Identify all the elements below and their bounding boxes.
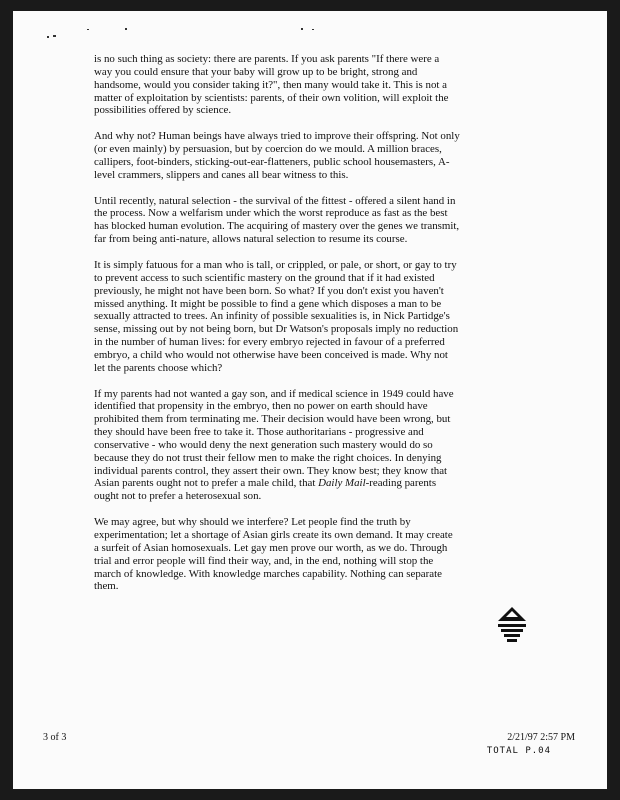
paragraph: And why not? Human beings have always tried to improve their offspring. Not only (or even mainly) by persuasion, but by coercion do we mould. A million braces, callipers, foot-binders, sticking-out-ear-flatteners, public school housemasters, A-level crammers, slippers and canes all bear witness to this. (94, 130, 460, 181)
paragraph-text-after: -reading parents ought not to prefer a heterosexual son. (94, 477, 437, 503)
fax-timestamp: 2/21/97 2:57 PM (507, 732, 575, 743)
newspaper-title: Daily Mail (318, 477, 366, 490)
paragraph: is no such thing as society: there are parents. If you ask parents "If there were a way you could ensure that your baby will grow up to be bright, strong and handsome, would you consider taking it?", then many would take it. This is not a matter of exploitation by scientists: parents, of their own volition, will exploit the possibilities offered by science. (94, 53, 449, 117)
paragraph (94, 388, 460, 504)
document-page (13, 11, 607, 789)
fax-header-noise (47, 26, 347, 56)
paragraph: It is simply fatuous for a man who is tall, or crippled, or pale, or short, or gay to try to prevent access to such scientific mastery on the ground that if it had existed previously, he might not have been born. So what? If you don't exist you haven't missed anything. It might be possible to find a gene which disposes a man to be sexually attracted to trees. An infinity of possible sexualities is, in Nick Partidge's sense, missing out by not being born, but Dr Watson's proposals imply no reduction in the number of human lives: for every embryo rejected in favour of a preferred embryo, a child who would not otherwise have been conceived is made. Why not let the parents choose which? (94, 258, 459, 374)
stepped-pyramid-logo-icon (495, 605, 529, 647)
paragraph-text-before: If my parents had not wanted a gay son, and if medical science in 1949 could have identified that propensity in the embryo, then no power on earth should have prohibited them from terminating me. Their decision would have been wrong, but they should have been free to take it. Those authoritarians - progressive and conservative - who would deny the next generation such mastery would do so because they do not trust their fellow men to make the right choices. In denying individual parents control, they assert their own. They know best; they know that Asian parents ought not to prefer a male child, that (94, 387, 454, 490)
article-body (94, 53, 460, 606)
page-number: 3 of 3 (43, 732, 67, 743)
fax-total-pages: TOTAL P.04 (486, 746, 551, 756)
paragraph: Until recently, natural selection - the survival of the fittest - offered a silent hand in the process. Now a welfarism under which the worst reproduce as fast as the best has blocked human evolution. The acquiring of mastery over the genes we transmit, far from being anti-nature, allows natural selection to resume its course. (94, 194, 460, 246)
paragraph: We may agree, but why should we interfere? Let people find the truth by experimentation; let a shortage of Asian girls create its own demand. It may create a surfeit of Asian homosexuals. Let gay men prove our worth, as we do. Through trial and error people will find their way, and, in the end, nothing will stop the march of knowledge. With knowledge marches capability. Nothing can separate them. (94, 516, 453, 593)
